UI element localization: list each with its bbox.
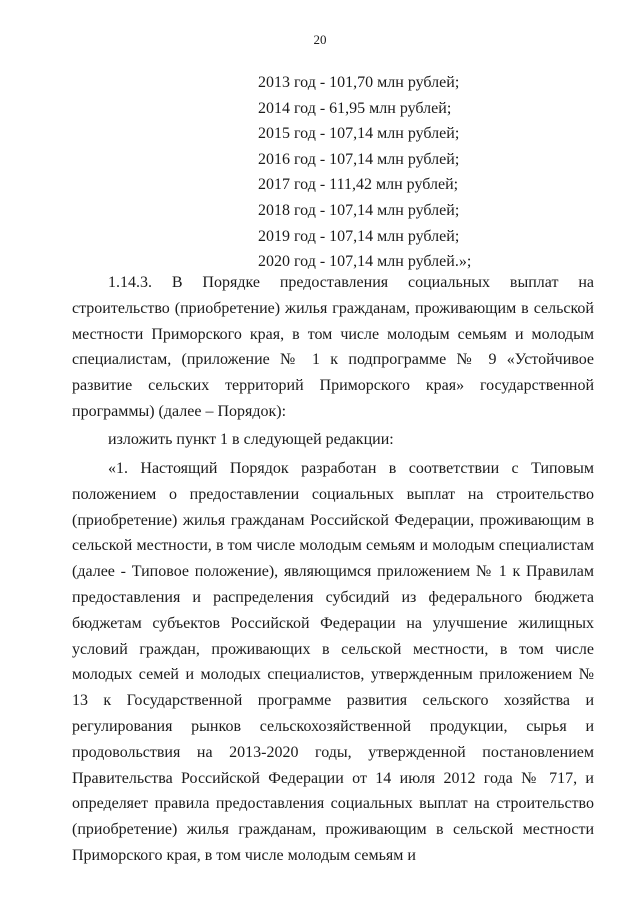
instruction-line: изложить пункт 1 в следующей редакции: xyxy=(108,431,394,448)
year-line-2014: 2014 год - 61,95 млн рублей; xyxy=(258,99,452,117)
paragraph-1-14-3-text: 1.14.3. В Порядке предоставления социальных выплат на строительство (приобретение) жилья гражданам, проживающим в сельской местности Приморского края, в том числе молодым семьям и молодым специалистам, (приложение № 1 к подпрограмме № 9 «Устойчивое развитие сельских территорий Приморского края» государственной программы) (далее – Порядок): xyxy=(72,274,594,420)
year-line-2013: 2013 год - 101,70 млн рублей; xyxy=(258,74,460,91)
year-line-2017: 2017 год - 111,42 млн рублей; xyxy=(258,176,459,194)
clause-1-new-text xyxy=(72,456,594,869)
funding-by-year-list xyxy=(258,70,471,275)
clause-1-text: «1. Настоящий Порядок разработан в соответствии с Типовым положением о предоставлении социальных выплат на строительство (приобретение) жилья гражданам Российской Федерации, проживающим в сельской местности, в том числе молодым семьям и молодым специалистам (далее - Типовое положение), являющимся приложением № 1 к Правилам предоставления и распределения субсидий из федерального бюджета бюджетам субъектов Российской Федерации на улучшение жилищных условий граждан, проживающих в сельской местности, в том числе молодых семей и молодых специалистов, утвержденным приложением № 13 к Государственной программе развития сельского хозяйства и регулирования рынков сельскохозяйственной продукции, сырья и продовольствия на 2013-2020 годы, утвержденной постановлением Правительства Российской Федерации от 14 июля 2012 года № 717, и определяет правила предоставления социальных выплат на строительство (приобретение) жилья гражданам, проживающим в сельской местности Приморского края, в том числе молодым семьям и xyxy=(72,460,594,864)
year-line-2020: 2020 год - 107,14 млн рублей.»; xyxy=(258,253,472,271)
year-line-2016: 2016 год - 107,14 млн рублей; xyxy=(258,150,460,168)
paragraph-1-14-3 xyxy=(72,270,594,425)
year-line-2015: 2015 год - 107,14 млн рублей; xyxy=(258,125,460,143)
year-line-2018: 2018 год - 107,14 млн рублей; xyxy=(258,201,460,219)
page-number: 20 xyxy=(313,32,327,47)
year-line-2019: 2019 год - 107,14 млн рублей; xyxy=(258,227,460,245)
